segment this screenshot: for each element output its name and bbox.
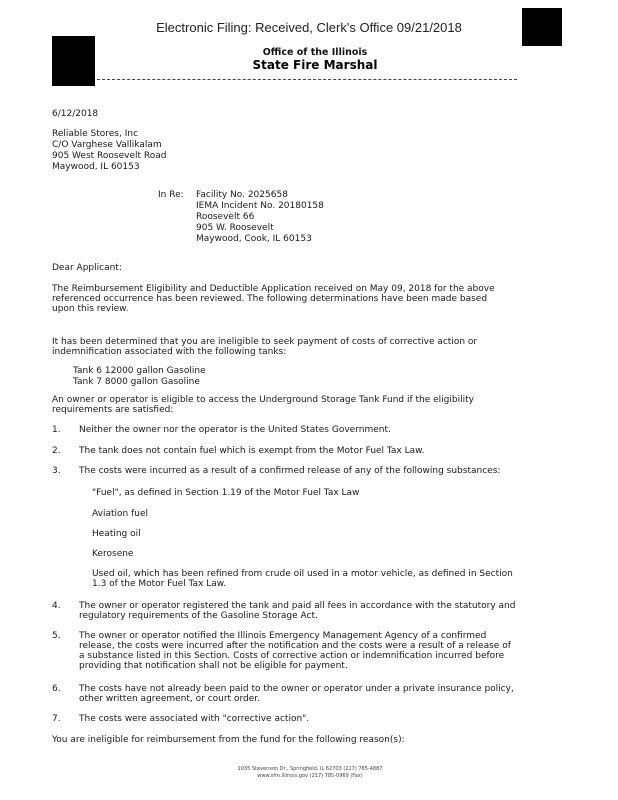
redaction-block-top-right <box>522 8 562 46</box>
requirement-number: 1. <box>52 425 61 435</box>
substance-item: Used oil, which has been refined from crude oil used in a motor vehicle, as defined in Section 1.3 of the Motor Fuel Tax Law. <box>92 569 513 589</box>
in-re-line: Maywood, Cook, IL 60153 <box>196 234 312 244</box>
footer-website: www.sfm.illinois.gov (217) 785-0969 (Fax) <box>257 773 363 779</box>
agency-title: State Fire Marshal <box>252 58 378 72</box>
substance-item: Heating oil <box>92 529 141 539</box>
requirement-number: 7. <box>52 714 61 724</box>
in-re-line: Roosevelt 66 <box>196 212 255 222</box>
header-divider <box>97 79 517 80</box>
substance-item: "Fuel", as defined in Section 1.19 of the Motor Fuel Tax Law <box>92 488 360 498</box>
requirement-text: The owner or operator notified the Illinois Emergency Management Agency of a confirmed release, the costs were incurred after the notification and the costs were a result of a release of a substance listed in this Section. Costs of corrective action or indemnification incurred before providing that notification shall not be eligible for payment. <box>79 631 511 671</box>
requirement-text: Neither the owner nor the operator is the United States Government. <box>79 425 391 435</box>
tank-item: Tank 7 8000 gallon Gasoline <box>73 377 200 387</box>
reasons-intro: You are ineligible for reimbursement from the fund for the following reason(s): <box>52 735 405 745</box>
requirement-text: The costs were incurred as a result of a confirmed release of any of the following substances: <box>79 466 501 476</box>
in-re-label: In Re: <box>158 190 184 200</box>
electronic-filing-stamp: Electronic Filing: Received, Clerk's Office 09/21/2018 <box>156 20 462 35</box>
recipient-line: C/O Varghese Vallikalam <box>52 140 162 150</box>
redaction-block-logo <box>52 36 95 86</box>
salutation: Dear Applicant: <box>52 263 122 273</box>
tank-item: Tank 6 12000 gallon Gasoline <box>73 366 206 376</box>
office-heading: Office of the Illinois <box>262 47 368 58</box>
eligibility-intro: An owner or operator is eligible to access the Underground Storage Tank Fund if the eligibility requirements are satisfied: <box>52 395 474 415</box>
recipient-line: Maywood, IL 60153 <box>52 162 140 172</box>
requirement-number: 3. <box>52 466 61 476</box>
in-re-line: IEMA Incident No. 20180158 <box>196 201 324 211</box>
intro-paragraph: The Reimbursement Eligibility and Deductible Application received on May 09, 2018 for the above referenced occurrence has been reviewed. The following determinations have been made based upon this review. <box>52 284 495 314</box>
requirement-text: The owner or operator registered the tank and paid all fees in accordance with the statutory and regulatory requirements of the Gasoline Storage Act. <box>79 601 516 621</box>
in-re-line: 905 W. Roosevelt <box>196 223 274 233</box>
recipient-line: 905 West Roosevelt Road <box>52 151 167 161</box>
requirement-number: 4. <box>52 601 61 611</box>
requirement-text: The costs have not already been paid to the owner or operator under a private insurance policy, other written agreement, or court order. <box>79 684 514 704</box>
requirement-number: 6. <box>52 684 61 694</box>
substance-item: Aviation fuel <box>92 509 148 519</box>
letter-date: 6/12/2018 <box>52 109 99 119</box>
substance-item: Kerosene <box>92 549 134 559</box>
footer-address: 1035 Stevenson Dr., Springfield, IL 62703 (217) 785-4887 <box>237 766 383 772</box>
recipient-line: Reliable Stores, Inc <box>52 129 139 139</box>
in-re-line: Facility No. 2025658 <box>196 190 288 200</box>
ineligible-statement: It has been determined that you are ineligible to seek payment of costs of corrective action or indemnification associated with the following tanks: <box>52 337 478 357</box>
requirement-number: 5. <box>52 631 61 641</box>
requirement-text: The costs were associated with "corrective action". <box>79 714 310 724</box>
requirement-number: 2. <box>52 446 61 456</box>
requirement-text: The tank does not contain fuel which is exempt from the Motor Fuel Tax Law. <box>79 446 425 456</box>
